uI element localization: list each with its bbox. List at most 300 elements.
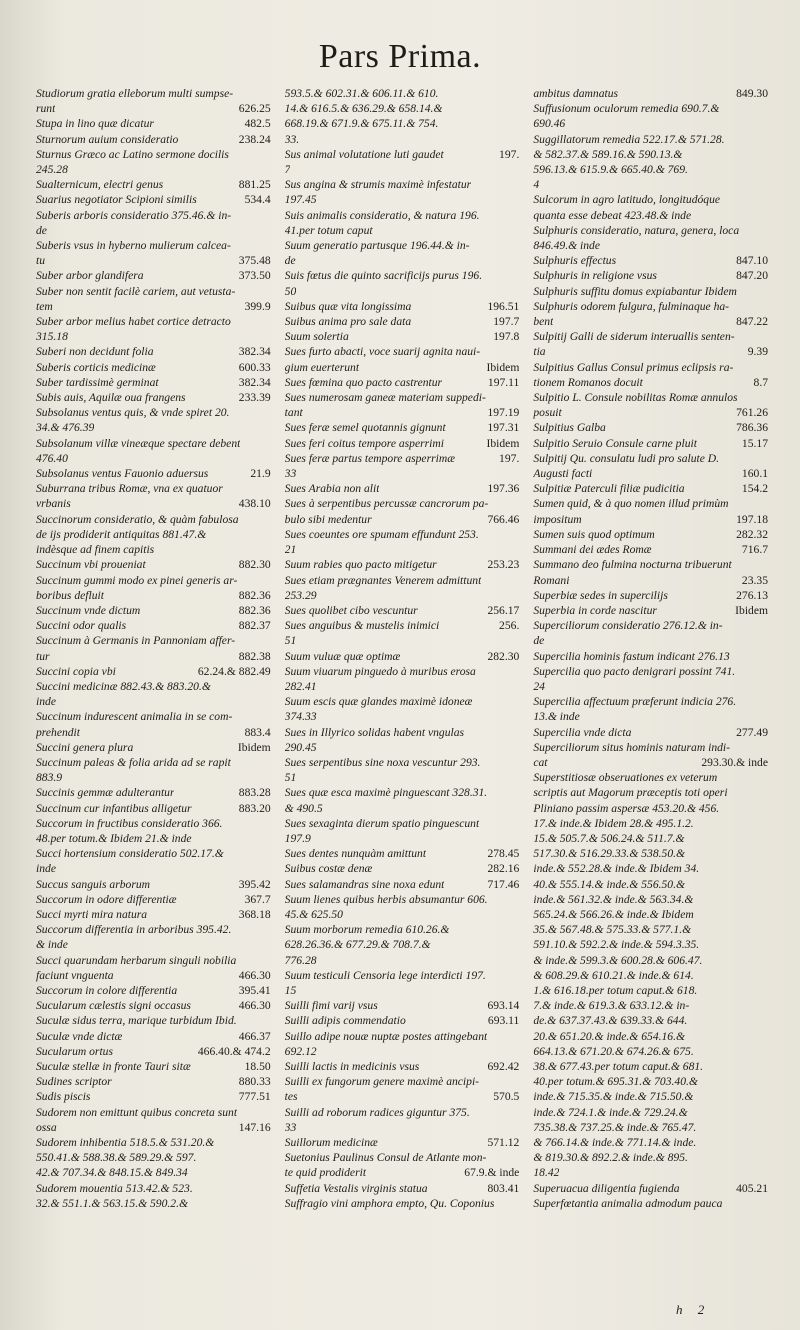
index-entry-reference: 882.30: [238, 558, 271, 572]
index-entry-text: Superstitiosæ obseruationes ex veterum: [533, 771, 718, 785]
index-entry: [285, 709, 520, 724]
index-entry-text: 14.& 616.5.& 636.29.& 658.14.&: [284, 102, 443, 116]
index-entry-text: Suber arbor melius habet cortice detracto: [36, 315, 231, 329]
index-entry: [533, 238, 768, 253]
index-entry-text: & 490.5: [284, 801, 323, 815]
index-entry: [285, 907, 520, 922]
index-entry: [285, 284, 520, 299]
index-entry-reference: 693.11: [487, 1014, 520, 1028]
index-entry-reference: 766.46: [487, 512, 520, 526]
index-entry: [285, 1059, 520, 1074]
index-entry: [36, 116, 271, 131]
index-entry-text: Suum lienes quibus herbis absumantur 606.: [284, 892, 488, 906]
index-entry-reference: 197.8: [493, 330, 520, 344]
index-entry-text: 883.9: [36, 771, 63, 785]
index-entry-text: Subsolanus ventus Fauonio aduersus: [36, 467, 209, 481]
index-entry-text: 15: [284, 983, 297, 997]
index-entry-reference: 849.30: [736, 87, 769, 100]
index-entry-text: 24: [533, 679, 545, 693]
index-entry: [36, 831, 271, 846]
index-entry: [533, 679, 768, 694]
index-entry: [36, 481, 271, 496]
index-entry-reference: 883.20: [238, 801, 271, 815]
index-entry-text: Sualternicum, electri genus: [36, 178, 164, 192]
index-entry: [285, 162, 520, 177]
index-entry: [285, 816, 520, 831]
index-entry: [285, 573, 520, 588]
index-entry-text: Sues quæ esca maximè pinguescant 328.31.: [284, 786, 488, 800]
index-entry-text: Sulpitius Gallus Consul primus eclipsis ra-: [533, 360, 734, 374]
index-entry-text: indèsque ad finem capitis: [36, 543, 155, 557]
index-entry-reference: 482.5: [244, 117, 271, 131]
index-entry-reference: 466.30: [238, 968, 271, 982]
index-entry-text: 846.49.& inde: [533, 239, 601, 253]
index-entry: [285, 542, 520, 557]
index-entry: [285, 618, 520, 633]
index-entry-text: Suggillatorum remedia 522.17.& 571.28.: [533, 132, 725, 146]
index-entry: [36, 268, 271, 283]
index-entry-text: Suberis corticis medicinæ: [36, 360, 156, 374]
index-entry-text: 591.10.& 592.2.& inde.& 594.3.35.: [533, 938, 700, 952]
index-entry-text: vrbanis: [36, 497, 71, 511]
index-entry-text: de ijs prodiderit antiquitas 881.47.&: [36, 527, 207, 541]
index-entry: [36, 390, 271, 405]
index-entry-text: Sues numerosam ganeæ materiam suppedi-: [284, 391, 486, 405]
index-entry: [533, 223, 768, 238]
index-entry-text: Sues in Illyrico solidas habent vngulas: [284, 725, 465, 739]
index-entry-text: Succinorum consideratio, & quàm fabulosa: [36, 512, 239, 526]
index-entry-reference: 466.30: [238, 999, 271, 1013]
index-entry-reference: 881.25: [238, 178, 271, 192]
index-entry: [533, 527, 768, 542]
index-entry: [533, 1059, 768, 1074]
index-entry-reference: 600.33: [238, 360, 271, 374]
index-entry: [36, 162, 271, 177]
index-entry: [285, 983, 520, 998]
index-entry-text: 17.& inde.& Ibidem 28.& 495.1.2.: [533, 816, 694, 830]
index-entry-text: inde.& 552.28.& inde.& Ibidem 34.: [533, 862, 700, 876]
index-entry: [36, 816, 271, 831]
index-entry-text: de: [533, 634, 545, 648]
index-entry: [285, 481, 520, 496]
index-entry-text: Sues Arabia non alit: [284, 482, 380, 496]
index-entry: [533, 740, 768, 755]
index-entry-text: Suum testiculi Censoria lege interdicti 197.: [284, 968, 486, 982]
index-entry: [36, 360, 271, 375]
index-entry: [285, 268, 520, 283]
index-entry: [285, 557, 520, 572]
index-entry: [285, 588, 520, 603]
index-entry-text: posuit: [533, 406, 562, 420]
index-entry-reference: 399.9: [244, 299, 271, 313]
index-entry: [285, 299, 520, 314]
index-entry-text: 33.: [284, 132, 300, 146]
index-entry-text: Sues à serpentibus percussæ cancrorum pa-: [284, 497, 489, 511]
index-entry: [36, 770, 271, 785]
index-entry-reference: 803.41: [487, 1181, 520, 1195]
index-entry: [285, 192, 520, 207]
index-entry-text: 197.45: [284, 193, 317, 207]
index-entry: [533, 420, 768, 435]
index-entry-text: Succorum in fructibus consideratio 366.: [36, 816, 223, 830]
index-entry-text: Superbia in corde nascitur: [533, 603, 657, 617]
index-entry-reference: 197.: [499, 451, 520, 465]
index-entry: [533, 725, 768, 740]
index-entry: [36, 953, 271, 968]
index-entry-text: inde: [36, 695, 56, 709]
index-entry: [36, 1120, 271, 1135]
index-entry-text: 668.19.& 671.9.& 675.11.& 754.: [284, 117, 439, 131]
index-entry-text: Sulpitio Seruio Consule carne pluit: [533, 436, 697, 450]
index-entry-text: Suilli ex fungorum genere maximè ancipi-: [284, 1075, 480, 1089]
index-entry-text: Sues furto abacti, voce suarij agnita naui-: [284, 345, 481, 359]
index-entry-text: tia: [533, 345, 546, 359]
index-entry: [36, 284, 271, 299]
index-entry: [285, 877, 520, 892]
index-entry-text: Succorum differentia in arboribus 395.42.: [36, 923, 232, 937]
index-entry-text: 50: [284, 284, 297, 298]
index-entry: [285, 420, 520, 435]
index-entry-text: Superfœtantia animalia admodum pauca: [533, 1196, 723, 1210]
index-entry-text: Suillo adipe nouæ nuptæ postes attingebant: [284, 1029, 488, 1043]
index-entry: [285, 451, 520, 466]
index-entry-text: ossa: [36, 1120, 57, 1134]
index-entry: [533, 618, 768, 633]
index-entry-reference: 196.51: [487, 299, 520, 313]
index-entry-text: Supercilia quo pacto denigrari possint 741.: [533, 664, 736, 678]
index-entry: [36, 709, 271, 724]
index-entry-text: Suum solertia: [284, 330, 349, 344]
index-entry-text: Summano deo fulmina nocturna tribuerunt: [533, 558, 732, 572]
index-entry: [285, 694, 520, 709]
index-entry-text: Pliniano passim aspersæ 453.20.& 456.: [533, 801, 720, 815]
index-entry: [533, 953, 768, 968]
index-entry: [533, 268, 768, 283]
index-entry: [533, 664, 768, 679]
index-entry: [36, 1196, 271, 1211]
index-entry-reference: Ibidem: [486, 360, 520, 374]
index-entry: [285, 1165, 520, 1180]
index-entry: [36, 785, 271, 800]
index-entry: [36, 451, 271, 466]
index-entry: [285, 436, 520, 451]
index-entry: [285, 755, 520, 770]
index-entry-text: Suilli lactis in medicinis vsus: [284, 1060, 420, 1073]
index-entry: [533, 1029, 768, 1044]
index-entry: [285, 1013, 520, 1028]
index-entry-text: Subsolanum villæ vineæque spectare debent: [36, 436, 241, 450]
index-entry: [533, 177, 768, 192]
index-entry: [285, 360, 520, 375]
index-entry-reference: 277.49: [736, 725, 769, 739]
index-entry: [285, 922, 520, 937]
index-entry-text: 15.& 505.7.& 506.24.& 511.7.&: [533, 831, 685, 845]
index-entry-reference: 21.9: [250, 467, 271, 481]
index-entry-text: Sulphuris suffitu domus expiabantur Ibidem: [533, 284, 737, 298]
index-entry-reference: 197.7: [493, 315, 520, 329]
index-entry-text: Suibus quæ vita longissima: [284, 299, 412, 313]
index-entry: [285, 132, 520, 147]
index-entry-text: Sudines scriptor: [36, 1075, 112, 1089]
index-entry-reference: 883.28: [238, 786, 271, 800]
index-entry-text: Suculæ sidus terra, marique turbidum Ibid.: [36, 1014, 237, 1028]
index-entry: [36, 740, 271, 755]
index-entry: [36, 132, 271, 147]
index-entry-text: Sumen quid, & à quo nomen illud primùm: [533, 497, 729, 511]
index-entry-text: Succorum in colore differentia: [36, 983, 178, 997]
index-entry: [533, 329, 768, 344]
index-entry: [285, 512, 520, 527]
index-entry-text: boribus defluit: [36, 588, 104, 602]
index-entry-text: Sues feræ semel quotannis gignunt: [284, 421, 446, 435]
index-entry-reference: 382.34: [238, 375, 271, 389]
index-entry: [533, 922, 768, 937]
index-entry-text: Stupa in lino quæ dicatur: [36, 117, 154, 131]
index-entry-text: Sues etiam prægnantes Venerem admittunt: [284, 573, 482, 587]
index-entry: [533, 344, 768, 359]
index-entry-text: Supercilia hominis fastum indicant 276.13: [533, 649, 730, 663]
index-entry-text: Superbiæ sedes in supercilijs: [533, 588, 668, 602]
index-entry: [285, 725, 520, 740]
index-entry: [533, 633, 768, 648]
index-entry-reference: 375.48: [238, 254, 271, 268]
index-entry-reference: 882.36: [238, 603, 271, 617]
index-entry-text: Suum vuluæ quæ optimæ: [284, 649, 401, 663]
index-entry-text: 33: [284, 1120, 297, 1134]
index-entry-text: Sturnus Græco ac Latino sermone docilis: [36, 147, 229, 161]
index-entry: [36, 694, 271, 709]
index-entry: [36, 147, 271, 162]
index-entry-text: 197.9: [284, 831, 311, 845]
index-entry-text: Suffragio vini amphora empto, Qu. Coponius: [284, 1196, 495, 1210]
index-entry-reference: 847.22: [736, 315, 769, 329]
index-entry-reference: 373.50: [238, 269, 271, 283]
index-entry: [533, 588, 768, 603]
index-entry: [285, 785, 520, 800]
index-entry-text: Superciliorum consideratio 276.12.& in-: [533, 619, 723, 633]
index-entry: [36, 542, 271, 557]
index-entry-text: 7.& inde.& 619.3.& 633.12.& in-: [533, 999, 690, 1013]
index-entry-reference: 626.25: [238, 102, 271, 116]
index-entry-text: 565.24.& 566.26.& inde.& Ibidem: [533, 907, 694, 921]
index-entry: [285, 314, 520, 329]
index-entry-reference: 692.42: [487, 1060, 520, 1073]
index-entry: [533, 557, 768, 572]
index-entry: [285, 1135, 520, 1150]
index-entry-text: 35.& 567.48.& 575.33.& 577.1.&: [533, 923, 692, 937]
index-entry: [285, 740, 520, 755]
index-entry: [285, 375, 520, 390]
index-entry: [533, 816, 768, 831]
index-entry: [285, 649, 520, 664]
index-entry-text: Sulpitij Qu. consulatu ludi pro salute D.: [533, 451, 720, 465]
index-entry: [285, 238, 520, 253]
index-entry-text: 33: [284, 467, 297, 481]
index-entry: [285, 831, 520, 846]
index-entry-text: Suum rabies quo pacto mitigetur: [284, 558, 437, 572]
index-entry-reference: 8.7: [753, 375, 769, 389]
index-entry-text: Supercilia vnde dicta: [533, 725, 632, 739]
index-entry-text: Suilli ad roborum radices giguntur 375.: [284, 1105, 470, 1119]
index-entry: [36, 1165, 271, 1180]
index-entry-reference: 717.46: [487, 877, 520, 891]
index-entry: [533, 405, 768, 420]
index-entry: [36, 968, 271, 983]
index-entry: [285, 861, 520, 876]
index-entry-text: & inde.& 599.3.& 600.28.& 606.47.: [533, 953, 703, 967]
index-entry-text: inde: [36, 862, 56, 876]
index-entry-reference: 883.4: [244, 725, 271, 739]
index-entry-reference: 9.39: [747, 345, 769, 359]
index-entry-reference: 368.18: [238, 907, 271, 921]
index-entry-reference: 466.37: [238, 1029, 271, 1043]
index-entry-reference: 880.33: [238, 1075, 271, 1089]
index-entry-reference: 786.36: [736, 421, 769, 435]
index-entry-reference: 233.39: [238, 391, 271, 405]
index-entry-text: Sues coeuntes ore spumam effundunt 253.: [284, 527, 479, 541]
index-entry-text: 517.30.& 516.29.33.& 538.50.&: [533, 847, 686, 861]
index-entry-reference: 15.17: [741, 436, 769, 450]
index-entry: [533, 1165, 768, 1180]
index-entry: [36, 1074, 271, 1089]
index-entry-text: 253.29: [284, 588, 317, 602]
index-entry-text: Summani dei ædes Romæ: [533, 543, 652, 557]
index-entry: [285, 253, 520, 268]
index-entry-text: Succini copia vbi: [36, 664, 116, 678]
index-entry-text: 51: [284, 634, 297, 648]
index-entry: [285, 1120, 520, 1135]
index-entry-reference: 197.36: [487, 482, 520, 496]
index-entry: [285, 1074, 520, 1089]
index-entry-text: tionem Romanos docuit: [533, 375, 643, 389]
index-entry: [533, 86, 768, 101]
index-entry: [36, 223, 271, 238]
index-entry-text: Sturnorum auium consideratio: [36, 132, 179, 146]
index-entry-reference: 395.41: [238, 983, 271, 997]
index-entry-text: Succinum vbi proueniat: [36, 558, 146, 572]
index-entry: [533, 360, 768, 375]
index-entry: [285, 86, 520, 101]
index-entry: [36, 907, 271, 922]
index-entry: [36, 1135, 271, 1150]
index-entry-text: Suum escis quæ glandes maximè idoneæ: [284, 695, 473, 709]
index-column-middle: [285, 86, 520, 1286]
index-entry: [285, 1181, 520, 1196]
index-entry-text: Augusti facti: [533, 467, 593, 481]
index-entry: [533, 375, 768, 390]
index-entry-text: ambitus damnatus: [533, 87, 619, 100]
index-entry: [36, 527, 271, 542]
index-entry-text: Romani: [533, 573, 570, 587]
index-entry-text: Sues feræ partus tempore asperrimæ: [284, 451, 455, 465]
index-entry-text: cat: [533, 755, 548, 769]
index-entry: [36, 725, 271, 740]
index-entry-text: 42.& 707.34.& 848.15.& 849.34: [36, 1166, 188, 1180]
index-entry-text: 282.41: [284, 679, 317, 693]
index-entry: [36, 192, 271, 207]
index-entry-text: Succini medicinæ 882.43.& 883.20.&: [36, 679, 211, 693]
index-entry: [533, 1089, 768, 1104]
index-entry-text: tant: [284, 406, 303, 420]
index-entry-text: Suis animalis consideratio, & natura 196.: [284, 208, 480, 222]
index-entry-text: prehendit: [36, 725, 81, 739]
index-entry: [36, 633, 271, 648]
index-entry-text: runt: [36, 102, 56, 116]
index-entry-text: Sues sexaginta dierum spatio pinguescunt: [284, 816, 480, 830]
index-entry: [533, 101, 768, 116]
index-entry: [533, 436, 768, 451]
index-entry-text: 476.40: [36, 451, 68, 465]
index-entry-text: Succinum à Germanis in Pannoniam affer-: [36, 634, 236, 648]
index-entry: [285, 953, 520, 968]
index-entry: [285, 998, 520, 1013]
index-entry-text: Suffetia Vestalis virginis statua: [284, 1181, 428, 1195]
index-entry-text: Sulpitij Galli de siderum interuallis senten-: [533, 330, 735, 344]
index-entry-text: Sues anguibus & mustelis inimici: [284, 619, 440, 633]
index-entry: [36, 375, 271, 390]
index-entry: [36, 603, 271, 618]
index-entry: [285, 405, 520, 420]
index-entry-reference: 253.23: [487, 558, 520, 572]
index-entry: [36, 937, 271, 952]
index-entry-text: Suilli adipis commendatio: [284, 1014, 406, 1028]
index-entry-text: 550.41.& 588.38.& 589.29.& 597.: [36, 1151, 197, 1165]
index-entry-reference: 197.19: [487, 406, 520, 420]
index-entry-text: Sus animal volutatione luti gaudet: [284, 147, 444, 161]
index-entry-text: Succinum cur infantibus alligetur: [36, 801, 192, 815]
index-entry-text: 38.& 677.43.per totum caput.& 681.: [533, 1060, 704, 1073]
index-entry: [533, 481, 768, 496]
index-entry-text: Subis auis, Aquilæ oua frangens: [36, 391, 186, 405]
index-entry-text: impositum: [533, 512, 582, 526]
index-entry: [533, 1105, 768, 1120]
index-entry-text: te quid prodiderit: [284, 1166, 367, 1180]
index-entry-text: 776.28: [284, 953, 317, 967]
index-entry-text: 34.& 476.39: [36, 421, 95, 435]
index-entry: [285, 223, 520, 238]
index-entry: [533, 299, 768, 314]
index-entry-text: 13.& inde: [533, 710, 580, 724]
index-entry: [36, 344, 271, 359]
index-entry-text: de: [284, 254, 296, 268]
index-entry-text: inde.& 724.1.& inde.& 729.24.&: [533, 1105, 688, 1119]
index-entry-text: Sudorem mouentia 513.42.& 523.: [36, 1181, 193, 1195]
index-entry-text: Suetonius Paulinus Consul de Atlante mon-: [284, 1151, 487, 1165]
index-entry-text: & 608.29.& 610.21.& inde.& 614.: [533, 968, 694, 982]
index-entry-text: inde.& 561.32.& inde.& 563.34.&: [533, 892, 694, 906]
index-entry-reference: 693.14: [487, 999, 520, 1013]
index-entry-text: bulo sibi medentur: [284, 512, 372, 526]
index-entry: [285, 177, 520, 192]
index-entry: [285, 770, 520, 785]
index-entry: [36, 877, 271, 892]
index-entry-text: 40.& 555.14.& inde.& 556.50.&: [533, 877, 686, 891]
index-entry-text: Suum viuarum pinguedo à muribus erosa: [284, 664, 476, 678]
index-entry-text: 1.& 616.18.per totum caput.& 618.: [533, 983, 698, 997]
index-entry: [533, 801, 768, 816]
index-entry-text: 315.18: [36, 330, 68, 344]
index-entry: [533, 785, 768, 800]
index-entry-reference: 256.: [499, 619, 520, 633]
index-entry-reference: 382.34: [238, 345, 271, 359]
index-entry-text: 41.per totum caput: [284, 223, 373, 237]
index-entry-text: inde.& 715.35.& inde.& 715.50.&: [533, 1090, 694, 1104]
index-entry: [36, 846, 271, 861]
index-entry: [533, 694, 768, 709]
index-entry: [285, 937, 520, 952]
index-entry-text: Sudorem inhibentia 518.5.& 531.20.&: [36, 1136, 215, 1150]
index-entry-text: Sumen suis quod optimum: [533, 527, 655, 541]
